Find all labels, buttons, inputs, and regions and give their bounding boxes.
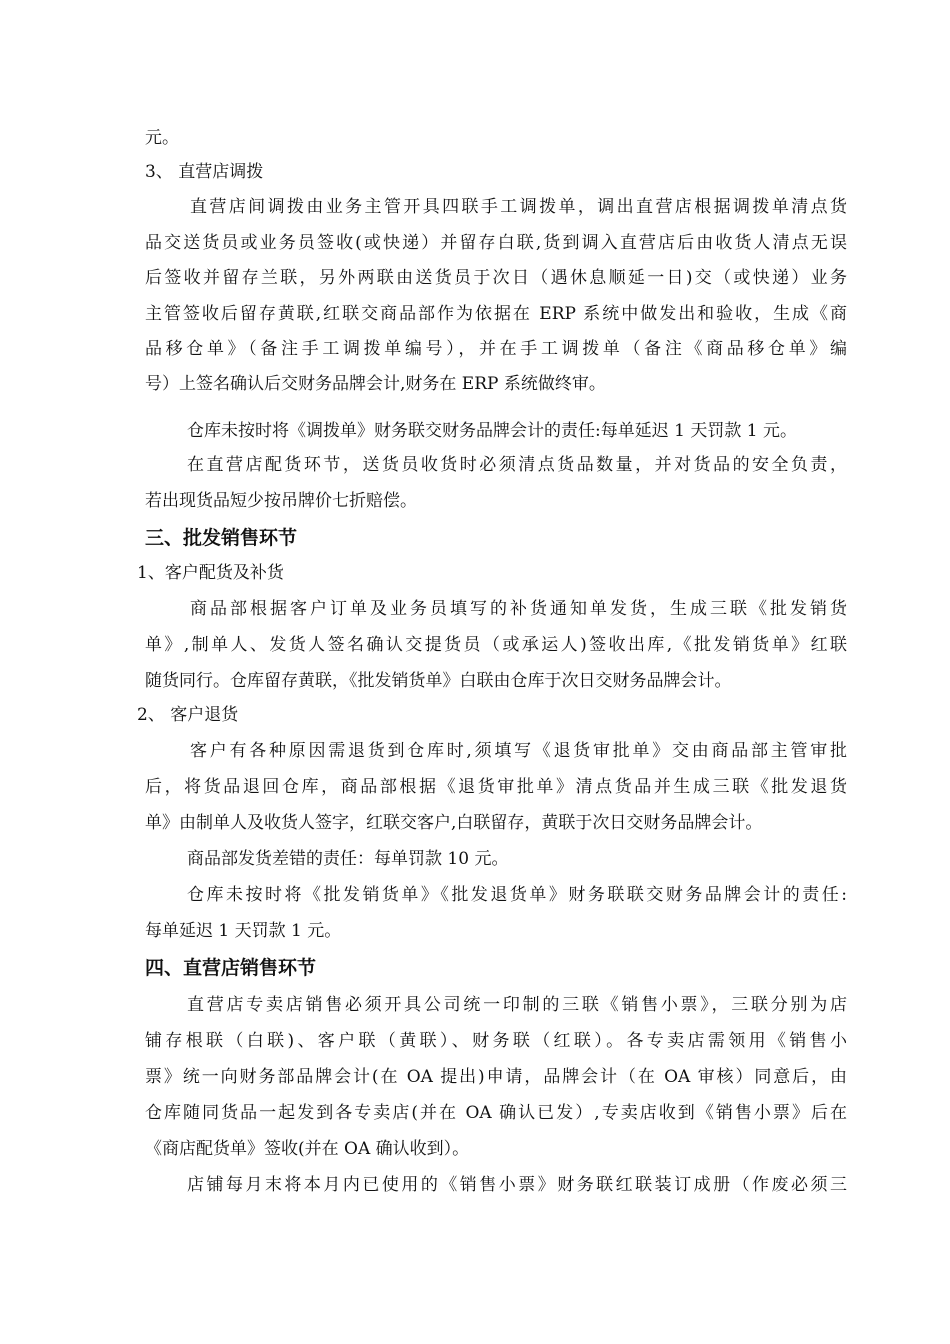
paragraph-line: 每单延迟 1 天罚款 1 元。 [145, 921, 342, 941]
paragraph-line: 若出现货品短少按吊牌价七折赔偿。 [145, 491, 417, 511]
paragraph-line: 随货同行。仓库留存黄联，《批发销货单》白联由仓库于次日交财务品牌会计。 [145, 671, 732, 691]
section-heading: 四、直营店销售环节 [145, 957, 317, 979]
subsection-heading: 2、 客户退货 [137, 705, 239, 725]
paragraph-line: 元。 [145, 128, 179, 148]
subsection-heading: 3、 直营店调拨 [145, 162, 264, 182]
paragraph-line: 店铺每月末将本月内已使用的《销售小票》财务联红联装订成册（作废必须三 [187, 1175, 847, 1195]
section-heading: 三、批发销售环节 [145, 527, 298, 549]
paragraph-line: 仓库未按时将《批发销货单》《批发退货单》财务联联交财务品牌会计的责任: [187, 885, 847, 905]
paragraph-line: 客户有各种原因需退货到仓库时,须填写《退货审批单》交由商品部主管审批 [190, 741, 847, 761]
paragraph-line: 铺存根联（白联)、客户联（黄联）、财务联（红联）。各专卖店需领用《销售小 [145, 1031, 847, 1051]
paragraph-line: 后签收并留存兰联，另外两联由送货员于次日（遇休息顺延一日)交（或快递）业务 [145, 268, 847, 288]
paragraph-line: 商品部发货差错的责任：每单罚款 10 元。 [187, 849, 509, 869]
paragraph-line: 商品部根据客户订单及业务员填写的补货通知单发货，生成三联《批发销货 [190, 599, 847, 619]
paragraph-line: 号）上签名确认后交财务品牌会计,财务在 ERP 系统做终审。 [145, 374, 606, 394]
paragraph-line: 直营店专卖店销售必须开具公司统一印制的三联《销售小票》，三联分别为店 [187, 995, 847, 1015]
paragraph-line: 单》,制单人、发货人签名确认交提货员（或承运人)签收出库,《批发销货单》红联 [145, 635, 847, 655]
subsection-heading: 1、客户配货及补货 [137, 563, 284, 583]
paragraph-line: 在直营店配货环节，送货员收货时必须清点货品数量，并对货品的安全负责， [187, 455, 847, 475]
paragraph-line: 主管签收后留存黄联,红联交商品部作为依据在 ERP 系统中做发出和验收，生成《商 [145, 304, 847, 324]
paragraph-line: 品交送货员或业务员签收(或快递）并留存白联,货到调入直营店后由收货人清点无误 [145, 233, 847, 253]
paragraph-line: 票》统一向财务部品牌会计(在 OA 提出)申请，品牌会计（在 OA 审核）同意后，由 [145, 1067, 847, 1087]
paragraph-line: 后，将货品退回仓库，商品部根据《退货审批单》清点货品并生成三联《批发退货 [145, 777, 847, 797]
paragraph-line: 仓库随同货品一起发到各专卖店(并在 OA 确认已发）,专卖店收到《销售小票》后在 [145, 1103, 847, 1123]
paragraph-line: 仓库未按时将《调拨单》财务联交财务品牌会计的责任:每单延迟 1 天罚款 1 元。 [187, 421, 797, 441]
paragraph-line: 直营店间调拨由业务主管开具四联手工调拨单，调出直营店根据调拨单清点货 [190, 197, 847, 217]
paragraph-line: 《商店配货单》签收(并在 OA 确认收到）。 [145, 1139, 470, 1159]
paragraph-line: 单》由制单人及收货人签字，红联交客户,白联留存，黄联于次日交财务品牌会计。 [145, 813, 763, 833]
paragraph-line: 品移仓单》（备注手工调拨单编号），并在手工调拨单（备注《商品移仓单》编 [145, 339, 847, 359]
